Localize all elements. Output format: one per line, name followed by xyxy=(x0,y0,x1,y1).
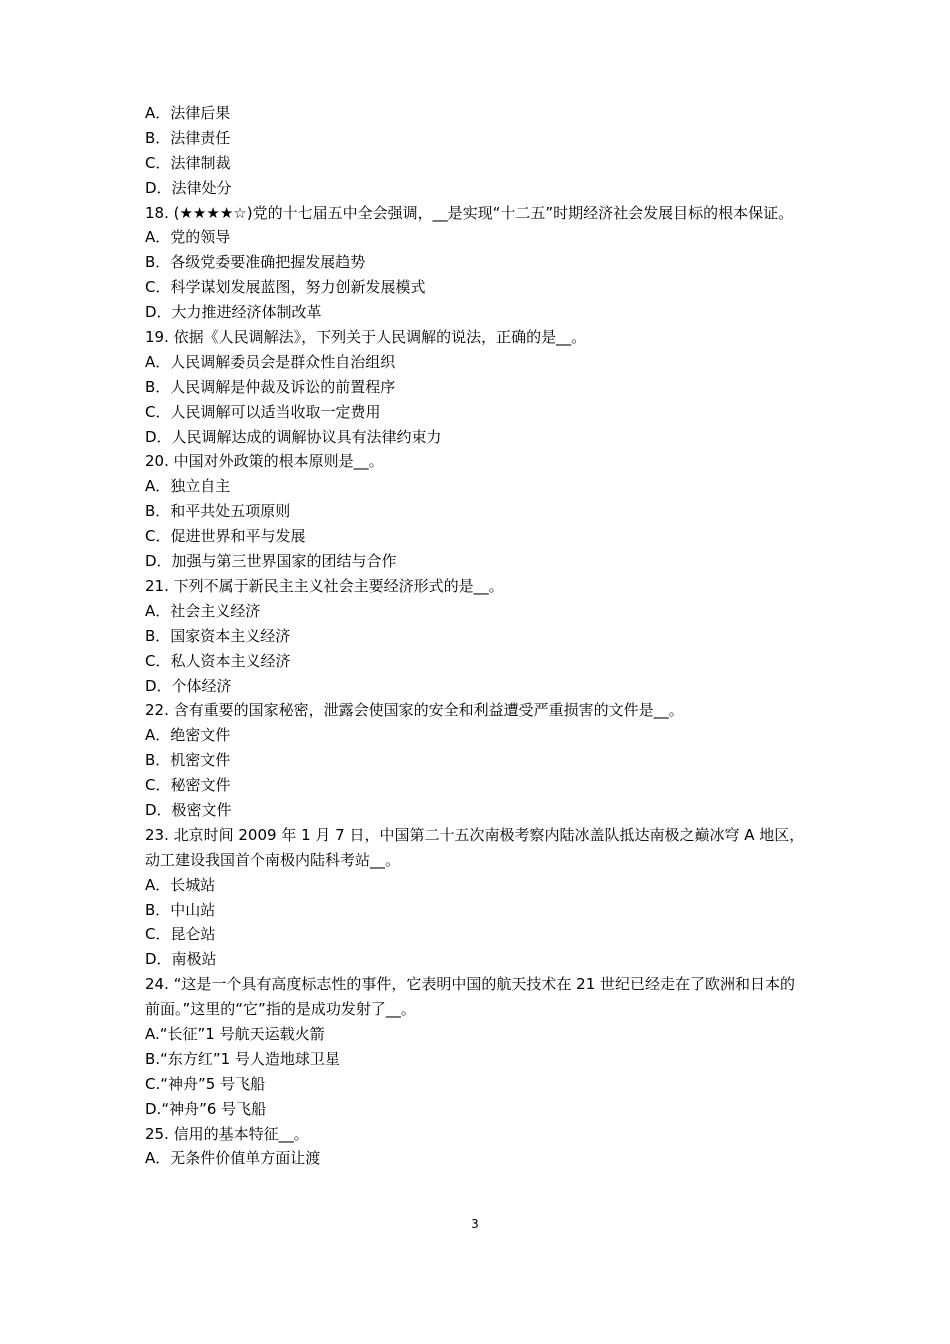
question-23: 23. 北京时间 2009 年 1 月 7 日，中国第二十五次南极考察内陆冰盖队抵达南极之巅冰穹 A 地区，动工建设我国首个南极内陆科考站__。 xyxy=(145,825,805,869)
option-line: A．绝密文件 xyxy=(145,726,231,745)
option-line: A.“长征”1 号航天运载火箭 xyxy=(145,1025,325,1044)
option-line: B．机密文件 xyxy=(145,751,231,770)
question-19: 19. 依据《人民调解法》，下列关于人民调解的说法，正确的是__。 xyxy=(145,328,587,347)
option-line: A．党的领导 xyxy=(145,228,231,247)
option-line: B．国家资本主义经济 xyxy=(145,626,291,645)
option-line: D．个体经济 xyxy=(145,676,232,695)
option-line: C．科学谋划发展蓝图，努力创新发展模式 xyxy=(145,278,426,297)
option-line: C．昆仑站 xyxy=(145,925,216,944)
option-line: C．法律制裁 xyxy=(145,153,231,172)
option-line: A．无条件价值单方面让渡 xyxy=(145,1149,321,1168)
question-25: 25. 信用的基本特征__。 xyxy=(145,1124,309,1143)
option-line: C．促进世界和平与发展 xyxy=(145,527,306,546)
question-21: 21. 下列不属于新民主主义社会主要经济形式的是__。 xyxy=(145,576,504,595)
option-line: A．人民调解委员会是群众性自治组织 xyxy=(145,352,396,371)
option-line: A．法律后果 xyxy=(145,104,231,122)
option-line: D．极密文件 xyxy=(145,800,232,819)
option-line: D.“神舟”6 号飞船 xyxy=(145,1099,267,1118)
option-line: D．人民调解达成的调解协议具有法律约束力 xyxy=(145,427,442,446)
page-number: 3 xyxy=(471,1217,479,1231)
question-22: 22. 含有重要的国家秘密，泄露会使国家的安全和利益遭受严重损害的文件是__。 xyxy=(145,701,684,720)
option-line: D．大力推进经济体制改革 xyxy=(145,303,322,322)
option-line: C．秘密文件 xyxy=(145,776,231,795)
option-line: B．法律责任 xyxy=(145,128,231,147)
question-list xyxy=(145,101,810,1171)
option-line: B．中山站 xyxy=(145,900,216,919)
option-line: B．各级党委要准确把握发展趋势 xyxy=(145,253,366,272)
option-line: D．南极站 xyxy=(145,950,217,969)
option-line: A．独立自主 xyxy=(145,477,231,496)
option-line: A．长城站 xyxy=(145,875,216,894)
option-line: C.“神舟”5 号飞船 xyxy=(145,1074,266,1093)
option-line: D．加强与第三世界国家的团结与合作 xyxy=(145,552,397,571)
question-24: 24. “这是一个具有高度标志性的事件，它表明中国的航天技术在 21 世纪已经走在了欧洲和日本的前面。”这里的“它”指的是成功发射了__。 xyxy=(145,975,796,1019)
option-line: C．人民调解可以适当收取一定费用 xyxy=(145,402,381,421)
option-line: C．私人资本主义经济 xyxy=(145,651,291,670)
question-20: 20. 中国对外政策的根本原则是__。 xyxy=(145,452,384,471)
question-18: 18. (★★★★☆)党的十七届五中全会强调，__是实现“十二五”时期经济社会发展目标的根本保证。 xyxy=(145,203,794,222)
option-line: A．社会主义经济 xyxy=(145,601,261,620)
option-line: D．法律处分 xyxy=(145,178,232,197)
option-line: B．人民调解是仲裁及诉讼的前置程序 xyxy=(145,377,396,396)
option-line: B.“东方红”1 号人造地球卫星 xyxy=(145,1049,340,1068)
option-line: B．和平共处五项原则 xyxy=(145,502,291,521)
